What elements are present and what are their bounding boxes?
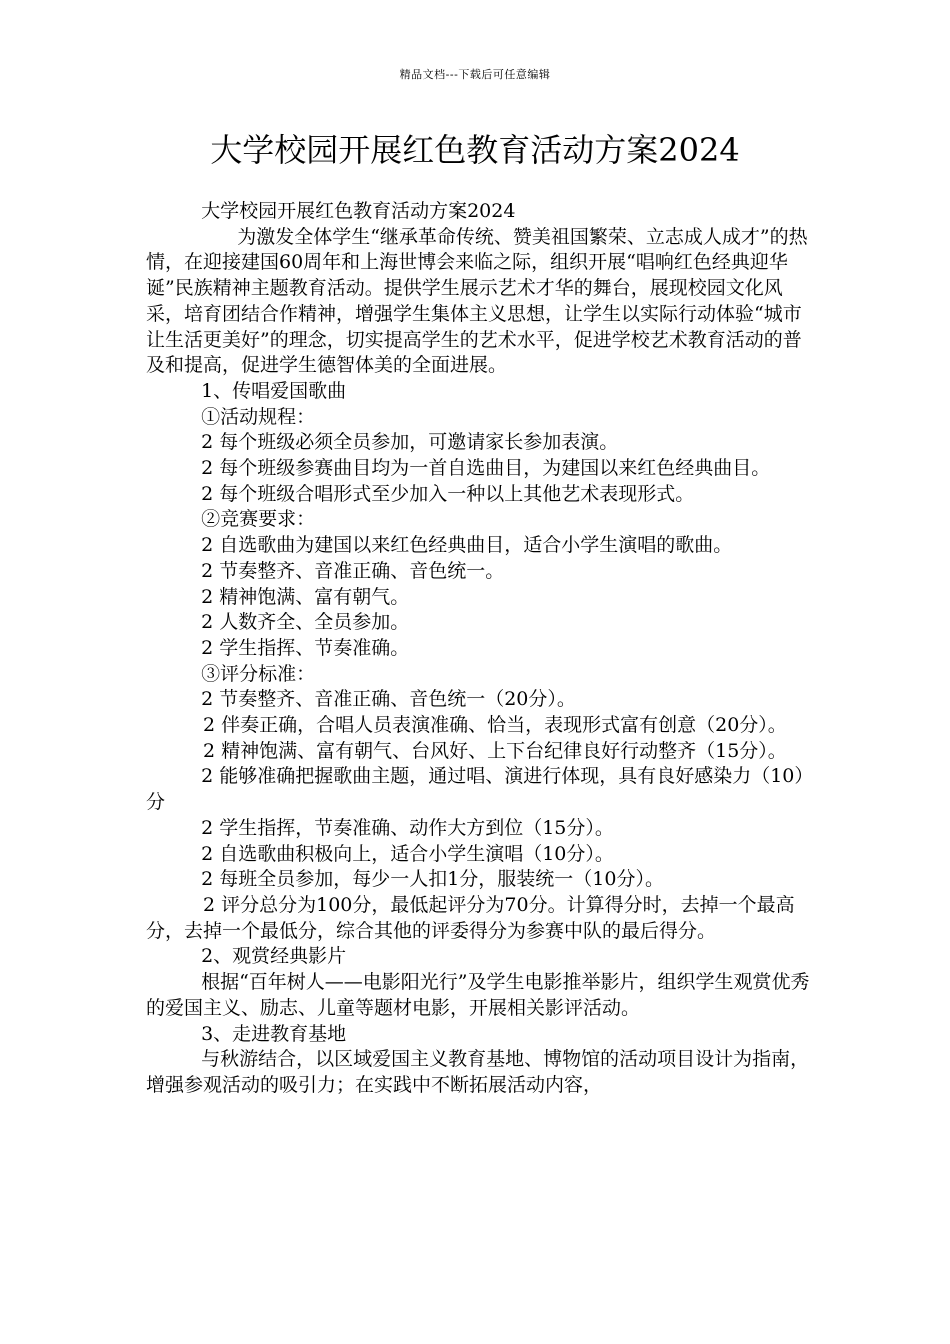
- list-item: 2 学生指挥、节奏准确。: [201, 636, 410, 659]
- list-item: 2 自选歌曲为建国以来红色经典曲目，适合小学生演唱的歌曲。: [201, 534, 733, 557]
- section-heading-3: 3、走进教育基地: [201, 1022, 347, 1045]
- list-item: 2 节奏整齐、音准正确、音色统一。: [201, 559, 505, 582]
- list-item: 2 每个班级合唱形式至少加入一种以上其他艺术表现形式。: [201, 482, 695, 505]
- section-heading-2: 2、观赏经典影片: [201, 945, 347, 968]
- list-item: 2 每班全员参加，每少一人扣1分，服装统一（10分）。: [201, 868, 664, 891]
- list-item: 2 学生指挥，节奏准确、动作大方到位（15分）。: [201, 816, 614, 839]
- document-body: [146, 199, 816, 1099]
- list-item: 2 自选歌曲积极向上，适合小学生演唱（10分）。: [201, 842, 614, 865]
- subheading-scoring: ③评分标准：: [201, 662, 316, 685]
- list-item: 2 节奏整齐、音准正确、音色统一（20分）。: [201, 688, 576, 711]
- list-item: 2 评分总分为100分，最低起评分为70分。计算得分时，去掉一个最高分，去掉一个最低分，综合其他的评委得分为参赛中队的最后得分。: [146, 893, 795, 942]
- list-item: 2 人数齐全、全员参加。: [201, 611, 410, 634]
- list-item: 2 能够准确把握歌曲主题，通过唱、演进行体现，具有良好感染力（10）分: [146, 765, 814, 814]
- subheading-requirements: ②竞赛要求：: [201, 508, 316, 531]
- intro-paragraph: 为激发全体学生“继承革命传统、赞美祖国繁荣、立志成人成才”的热情，在迎接建国60周年和上海世博会来临之际，组织开展“唱响红色经典迎华诞”民族精神主题教育活动。提供学生展示艺术才华的舞台，展现校园文化风采，培育团结合作精神，增强学生集体主义思想，让学生以实际行动体验“城市让生活更美好”的理念，切实提高学生的艺术水平，促进学校艺术教育活动的普及和提高，促进学生德智体美的全面进展。: [146, 225, 808, 377]
- list-item: 2 每个班级参赛曲目均为一首自选曲目，为建国以来红色经典曲目。: [201, 457, 771, 480]
- list-item: 2 伴奏正确，合唱人员表演准确、恰当，表现形式富有创意（20分）。: [203, 714, 787, 737]
- list-item: 2 精神饱满、富有朝气。: [201, 585, 410, 608]
- page-header-note: 精品文档---下载后可任意编辑: [399, 68, 551, 81]
- list-item: 2 精神饱满、富有朝气、台风好、上下台纪律良好行动整齐（15分）。: [203, 739, 787, 762]
- film-paragraph: 根据“百年树人——电影阳光行”及学生电影推举影片，组织学生观赏优秀的爱国主义、励志、儿童等题材电影，开展相关影评活动。: [146, 971, 810, 1019]
- section-heading-1: 1、传唱爱国歌曲: [201, 379, 347, 402]
- list-item: 2 每个班级必须全员参加，可邀请家长参加表演。: [201, 431, 619, 454]
- document-title: 大学校园开展红色教育活动方案2024: [210, 131, 740, 169]
- base-paragraph: 与秋游结合，以区域爱国主义教育基地、博物馆的活动项目设计为指南，增强参观活动的吸引力；在实践中不断拓展活动内容，: [146, 1048, 810, 1096]
- intro-title-line: 大学校园开展红色教育活动方案2024: [201, 200, 516, 222]
- subheading-rules: ①活动规程：: [201, 405, 316, 428]
